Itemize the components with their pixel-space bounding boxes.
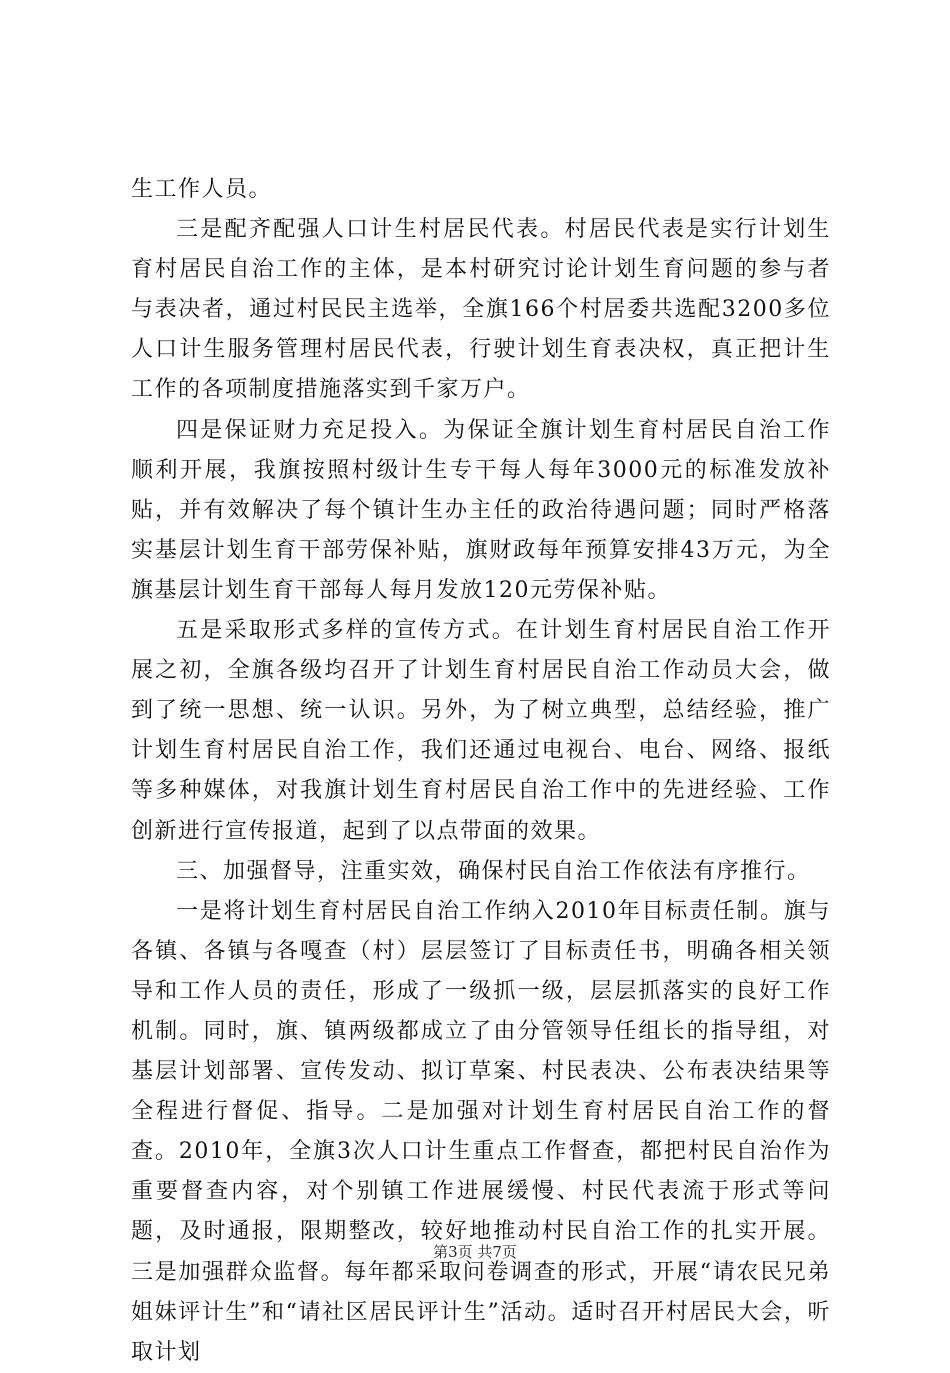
section-heading: 三、加强督导，注重实效，确保村民自治工作依法有序推行。: [176, 858, 811, 884]
paragraph-representatives: 三是配齐配强人口计生村居民代表。村居民代表是实行计划生育村居民自治工作的主体，是本村研究讨论计划生育问题的参与者与表决者，通过村民民主选举，全旗166个村居委共选配3200多位人口计生服务管理村居民代表，行驶计划生育表决权，真正把计生工作的各项制度措施落实到千家万户。: [131, 217, 831, 403]
page-footer: 第3页 共7页: [433, 1243, 517, 1261]
paragraph-funding: 四是保证财力充足投入。为保证全旗计划生育村居民自治工作顺利开展，我旗按照村级计生专干每人每年3000元的标准发放补贴，并有效解决了每个镇计生办主任的政治待遇问题；同时严格落实基层计划生育干部劳保补贴，旗财政每年预算安排43万元，为全旗基层计划生育干部每人每月发放120元劳保补贴。: [131, 417, 831, 603]
document-body: [131, 170, 831, 1373]
paragraph-continuation: 生工作人员。: [131, 177, 273, 202]
paragraph-publicity: 五是采取形式多样的宣传方式。在计划生育村居民自治工作开展之初，全旗各级均召开了计划生育村居民自治工作动员大会，做到了统一思想、统一认识。另外，为了树立典型，总结经验，推广计划生育村居民自治工作，我们还通过电视台、电台、网络、报纸等多种媒体，对我旗计划生育村居民自治工作中的先进经验、工作创新进行宣传报道，起到了以点带面的效果。: [131, 618, 831, 844]
paragraph-supervision: 一是将计划生育村居民自治工作纳入2010年目标责任制。旗与各镇、各镇与各嘎查（村）层层签订了目标责任书，明确各相关领导和工作人员的责任，形成了一级抓一级，层层抓落实的良好工作机制。同时，旗、镇两级都成立了由分管领导任组长的指导组，对基层计划部署、宣传发动、拟订草案、村民表决、公布表决结果等全程进行督促、指导。二是加强对计划生育村居民自治工作的督查。2010年，全旗3次人口计生重点工作督查，都把村民自治作为重要督查内容，对个别镇工作进展缓慢、村民代表流于形式等问题，及时通报，限期整改，较好地推动村民自治工作的扎实开展。三是加强群众监督。每年都采取问卷调查的形式，开展“请农民兄弟姐妹评计生”和“请社区居民评计生”活动。适时召开村居民大会，听取计划: [131, 898, 831, 1365]
